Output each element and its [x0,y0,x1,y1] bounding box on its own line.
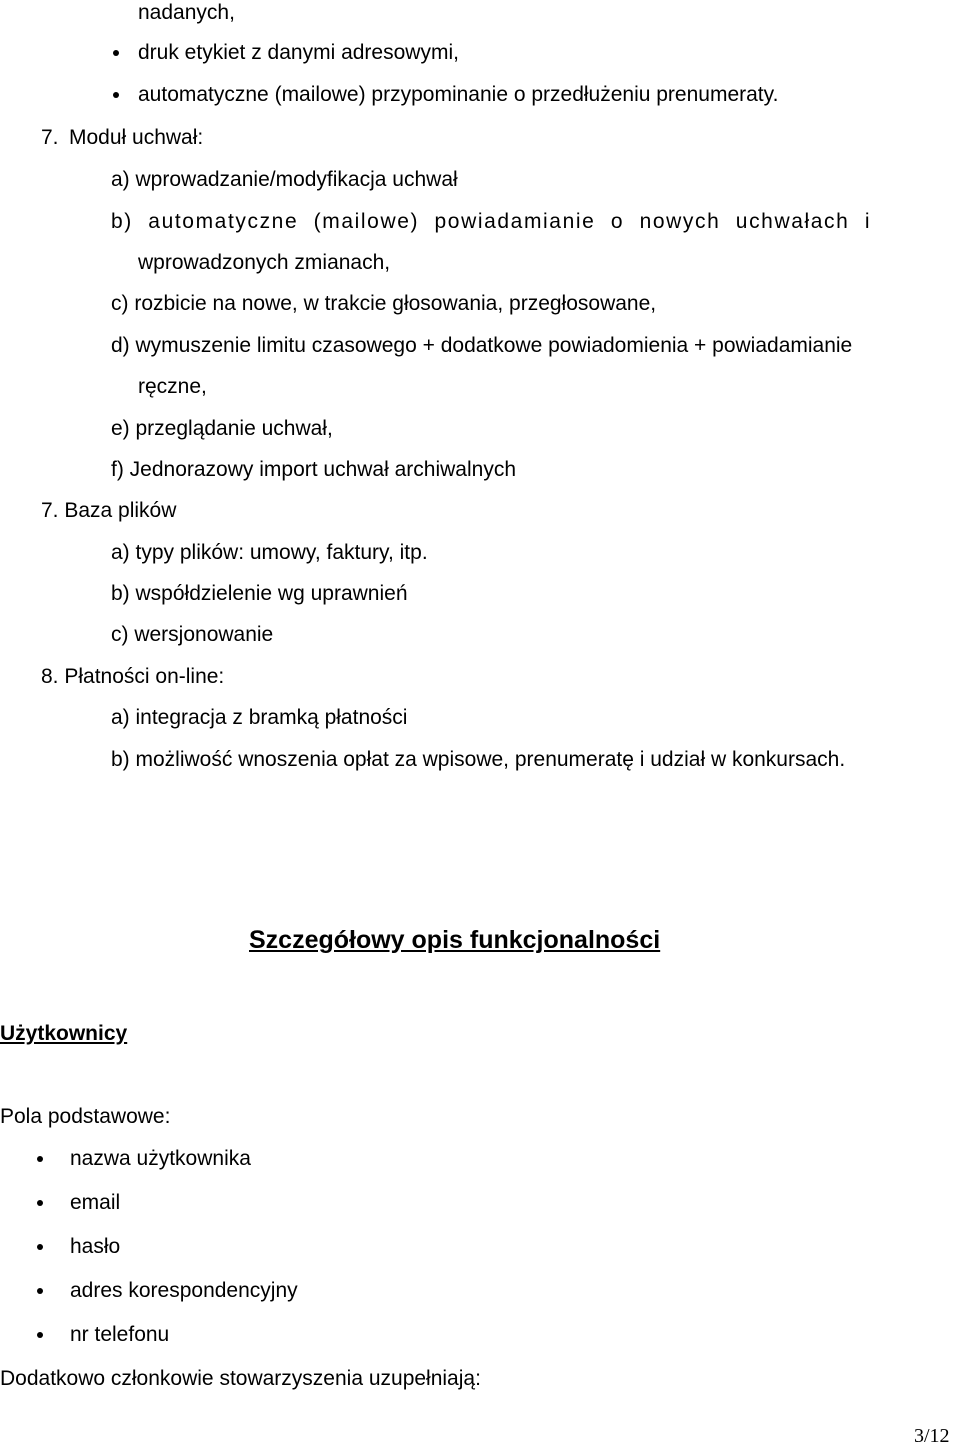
bullet-icon [113,50,119,56]
list-item: ręczne, [138,375,207,398]
list-item: wprowadzonych zmianach, [138,251,391,274]
section-heading: Szczegółowy opis funkcjonalności [249,926,661,954]
list-item: f) Jednorazowy import uchwał archiwalnych [111,458,516,481]
list-item: e) przeglądanie uchwał, [111,417,333,440]
paragraph: Dodatkowo członkowie stowarzyszenia uzupełniają: [0,1367,481,1390]
bullet-icon [37,1244,43,1250]
list-item: a) wprowadzanie/modyfikacja uchwał [111,168,458,191]
bullet-icon [37,1156,43,1162]
list-item: c) rozbicie na nowe, w trakcie głosowania, przegłosowane, [111,292,657,315]
section-title: Moduł uchwał: [69,126,204,149]
list-item: hasło [70,1235,121,1258]
list-item: email [70,1191,121,1214]
list-item: d) wymuszenie limitu czasowego + dodatkowe powiadomienia + powiadamianie [111,334,853,357]
bullet-icon [37,1332,43,1338]
section-title: 8. Płatności on-line: [41,665,225,688]
list-item: automatyczne (mailowe) przypominanie o przedłużeniu prenumeraty. [138,83,779,106]
bullet-icon [37,1200,43,1206]
list-item: adres korespondencyjny [70,1279,298,1302]
section-title: 7. Baza plików [41,499,177,522]
list-item: nazwa użytkownika [70,1147,251,1170]
list-number: 7. [41,126,59,149]
bullet-icon [37,1288,43,1294]
list-item: b) automatyczne (mailowe) powiadamianie o nowych uchwałach i [111,210,872,233]
list-item: a) integracja z bramką płatności [111,706,408,729]
list-item: nadanych, [138,1,235,24]
list-item: a) typy plików: umowy, faktury, itp. [111,541,428,564]
list-item: c) wersjonowanie [111,623,274,646]
list-item: b) współdzielenie wg uprawnień [111,582,408,605]
list-item: druk etykiet z danymi adresowymi, [138,41,459,64]
subsection-heading: Użytkownicy [0,1022,128,1045]
list-item: b) możliwość wnoszenia opłat za wpisowe, prenumeratę i udział w konkursach. [111,748,846,771]
page-number: 3/12 [914,1425,950,1447]
list-item: nr telefonu [70,1323,170,1346]
field-group-label: Pola podstawowe: [0,1105,171,1128]
bullet-icon [113,92,119,98]
